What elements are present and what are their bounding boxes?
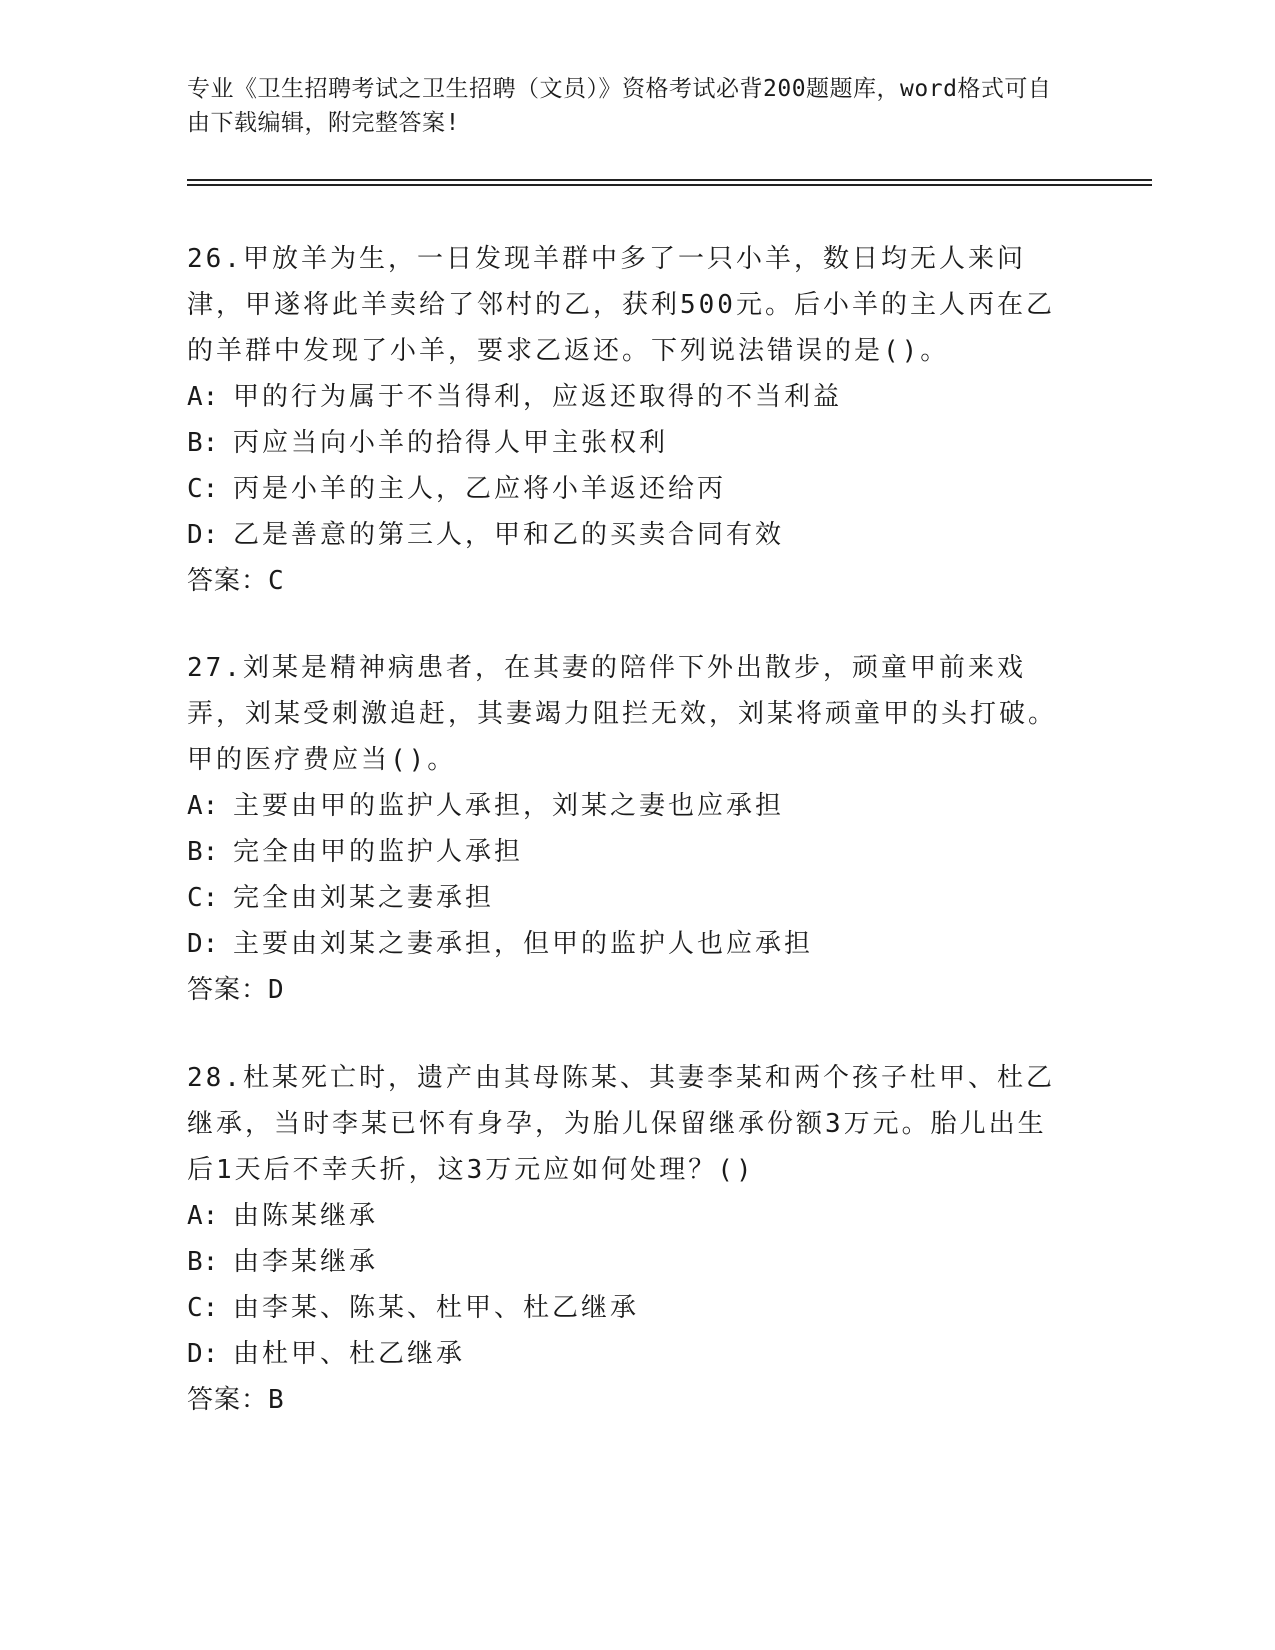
- answer-line: 答案：D: [187, 975, 285, 1005]
- header-divider-top: [187, 179, 1152, 181]
- option-c: [187, 1285, 1067, 1331]
- option-text: 完全由刘某之妻承担: [233, 883, 495, 913]
- option-text: 丙是小羊的主人，乙应将小羊返还给丙: [233, 474, 727, 504]
- option-letter: C:: [187, 474, 219, 504]
- option-letter: D:: [187, 929, 219, 959]
- option-letter: B:: [187, 1247, 219, 1277]
- question-stem: 27.刘某是精神病患者，在其妻的陪伴下外出散步，顽童甲前来戏弄，刘某受刺激追赶，其妻竭力阻拦无效，刘某将顽童甲的头打破。甲的医疗费应当()。: [187, 653, 1058, 775]
- option-text: 乙是善意的第三人，甲和乙的买卖合同有效: [233, 520, 785, 550]
- option-d: [187, 921, 1067, 967]
- answer-line: 答案：B: [187, 1385, 285, 1415]
- option-letter: A:: [187, 382, 219, 412]
- option-text: 由杜甲、杜乙继承: [233, 1339, 466, 1369]
- option-text: 主要由甲的监护人承担，刘某之妻也应承担: [233, 791, 785, 821]
- option-list: [187, 1193, 1067, 1377]
- option-text: 主要由刘某之妻承担，但甲的监护人也应承担: [233, 929, 814, 959]
- header-divider-bottom: [187, 184, 1152, 186]
- option-letter: B:: [187, 837, 219, 867]
- option-text: 丙应当向小羊的拾得人甲主张权利: [233, 428, 669, 458]
- option-letter: D:: [187, 1339, 219, 1369]
- option-c: [187, 875, 1067, 921]
- question-26: [187, 236, 1067, 604]
- question-stem: 28.杜某死亡时，遗产由其母陈某、其妻李某和两个孩子杜甲、杜乙继承，当时李某已怀有身孕，为胎儿保留继承份额3万元。胎儿出生后1天后不幸夭折，这3万元应如何处理？(): [187, 1063, 1055, 1185]
- answer-line: 答案：C: [187, 566, 285, 596]
- option-c: [187, 466, 1067, 512]
- option-letter: C:: [187, 1293, 219, 1323]
- option-text: 甲的行为属于不当得利，应返还取得的不当利益: [233, 382, 843, 412]
- option-list: [187, 374, 1067, 558]
- option-b: [187, 1239, 1067, 1285]
- option-text: 由陈某继承: [233, 1201, 379, 1231]
- option-d: [187, 512, 1067, 558]
- question-27: [187, 645, 1067, 1013]
- option-d: [187, 1331, 1067, 1377]
- option-letter: A:: [187, 1201, 219, 1231]
- option-a: [187, 1193, 1067, 1239]
- option-letter: B:: [187, 428, 219, 458]
- option-letter: C:: [187, 883, 219, 913]
- option-text: 完全由甲的监护人承担: [233, 837, 524, 867]
- option-letter: D:: [187, 520, 219, 550]
- question-stem: 26.甲放羊为生，一日发现羊群中多了一只小羊，数日均无人来问津，甲遂将此羊卖给了邻村的乙，获利500元。后小羊的主人丙在乙的羊群中发现了小羊，要求乙返还。下列说法错误的是()。: [187, 244, 1055, 366]
- question-28: [187, 1055, 1067, 1423]
- option-list: [187, 783, 1067, 967]
- option-b: [187, 829, 1067, 875]
- option-b: [187, 420, 1067, 466]
- option-text: 由李某、陈某、杜甲、杜乙继承: [233, 1293, 640, 1323]
- option-a: [187, 374, 1067, 420]
- option-letter: A:: [187, 791, 219, 821]
- option-text: 由李某继承: [233, 1247, 379, 1277]
- option-a: [187, 783, 1067, 829]
- document-header: 专业《卫生招聘考试之卫生招聘（文员）》资格考试必背200题题库，word格式可自由下载编辑，附完整答案!: [187, 76, 1052, 136]
